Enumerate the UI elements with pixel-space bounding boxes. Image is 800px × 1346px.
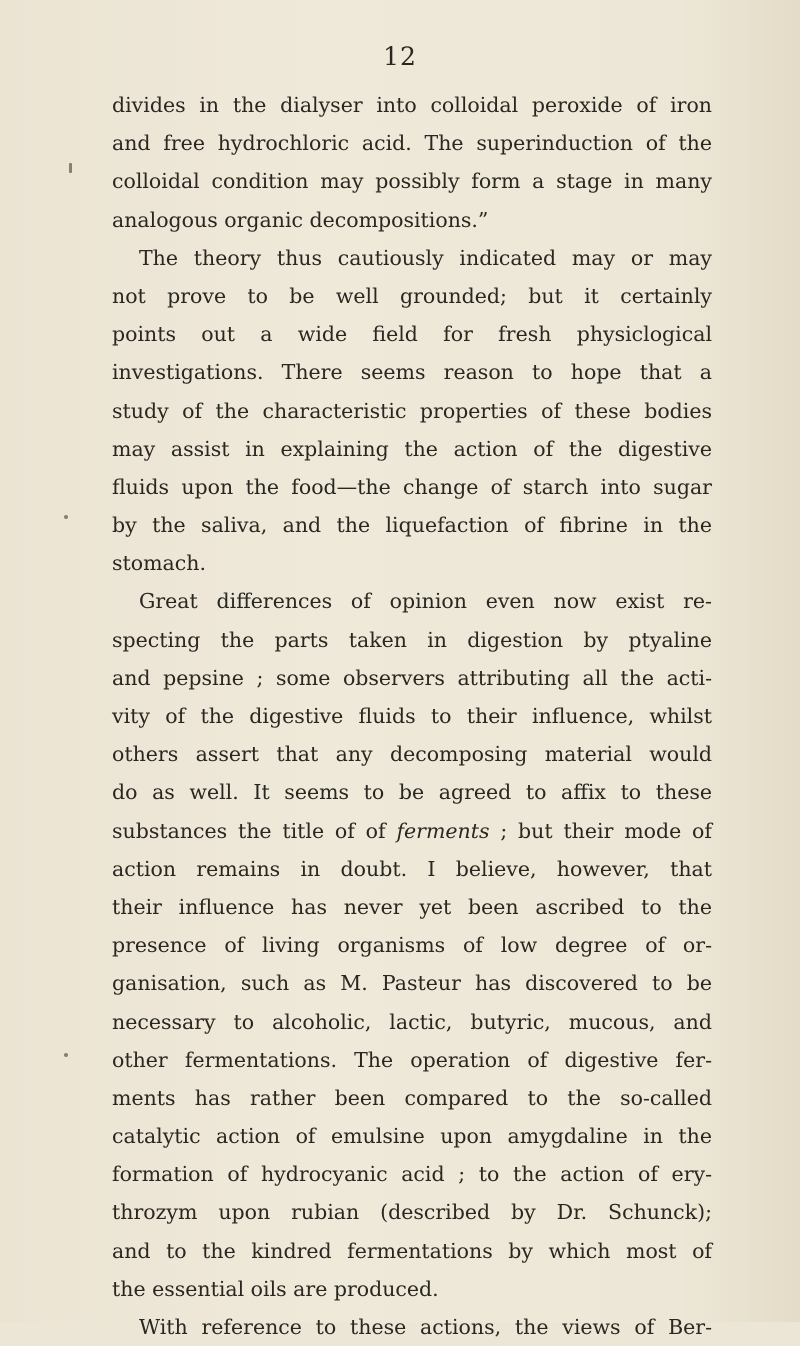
text-line: specting the parts taken in digestion by ptyaline bbox=[112, 627, 712, 652]
paper-speck bbox=[64, 1053, 68, 1057]
text-line: divides in the dialyser into colloidal peroxide of iron bbox=[112, 93, 712, 117]
text-line: catalytic action of emulsine upon amygdaline in the bbox=[112, 1124, 712, 1149]
text-line: Great differences of opinion even now exist re- bbox=[139, 589, 712, 614]
italic-term: ferments bbox=[396, 818, 490, 843]
text-line: vity of the digestive fluids to their influence, whilst bbox=[112, 704, 712, 728]
text-line: the essential oils are produced. bbox=[112, 1276, 439, 1301]
text-line: With reference to these actions, the views of Ber- bbox=[139, 1315, 712, 1339]
text-line: not prove to be well grounded; but it certainly bbox=[112, 283, 712, 308]
text-line: formation of hydrocyanic acid ; to the action of ery- bbox=[112, 1162, 712, 1187]
text-line: investigations. There seems reason to hope that a bbox=[112, 360, 712, 385]
text-line: other fermentations. The operation of digestive fer- bbox=[112, 1047, 712, 1072]
text-line: throzym upon rubian (described by Dr. Schunck); bbox=[112, 1200, 712, 1225]
text-line: The theory thus cautiously indicated may or may bbox=[139, 245, 712, 270]
text-line: stomach. bbox=[112, 551, 206, 576]
paper-speck bbox=[69, 163, 72, 173]
text-line: and free hydrochloric acid. The superinduction of the bbox=[112, 131, 712, 156]
text-line: do as well. It seems to be agreed to affix to these bbox=[112, 780, 712, 805]
paper-speck bbox=[64, 515, 68, 519]
text-line: action remains in doubt. I believe, however, that bbox=[112, 856, 712, 881]
page-body-text bbox=[112, 86, 712, 1346]
text-line: and pepsine ; some observers attributing all the acti- bbox=[112, 665, 712, 690]
text-line: substances the title of of ferments ; but their mode of bbox=[112, 818, 712, 843]
text-line: colloidal condition may possibly form a stage in many bbox=[112, 169, 712, 194]
text-line: their influence has never yet been ascribed to the bbox=[112, 894, 712, 919]
text-line: presence of living organisms of low degree of or- bbox=[112, 933, 712, 958]
text-line: analogous organic decompositions.” bbox=[112, 207, 489, 232]
text-line: study of the characteristic properties of these bodies bbox=[112, 398, 712, 423]
text-line: points out a wide field for fresh physiclogical bbox=[112, 322, 712, 347]
text-line: and to the kindred fermentations by which most of bbox=[112, 1238, 712, 1263]
text-line: others assert that any decomposing material would bbox=[112, 742, 712, 767]
text-line: fluids upon the food—the change of starch into sugar bbox=[112, 474, 712, 499]
text-line: ments has rather been compared to the so-called bbox=[112, 1085, 712, 1110]
text-line: necessary to alcoholic, lactic, butyric, mucous, and bbox=[112, 1009, 712, 1034]
text-line: by the saliva, and the liquefaction of fibrine in the bbox=[112, 513, 712, 538]
text-line: ganisation, such as M. Pasteur has discovered to be bbox=[112, 971, 712, 996]
text-line: may assist in explaining the action of the digestive bbox=[112, 436, 712, 461]
page-number: 12 bbox=[383, 42, 417, 71]
